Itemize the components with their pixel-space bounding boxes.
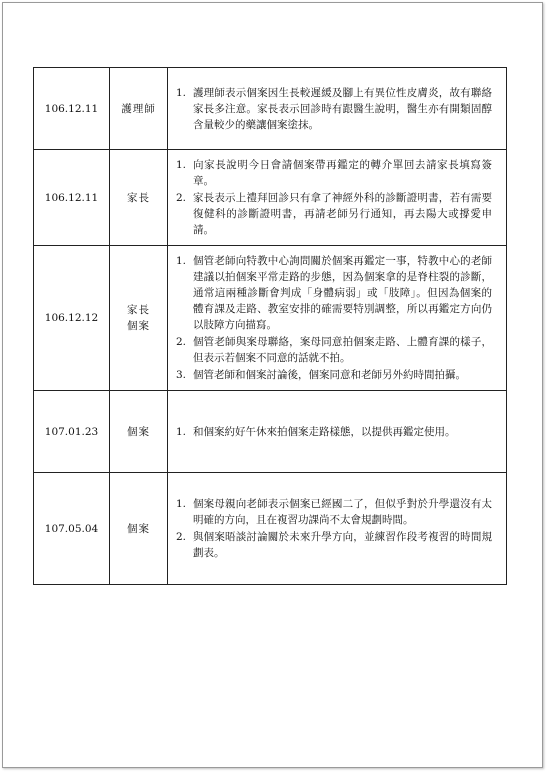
contact-person-label: 家長 <box>127 191 150 204</box>
content-cell <box>168 68 507 150</box>
list-item-number: 2. <box>176 336 187 348</box>
list-item-text: 與個案晤談討論關於未來升學方向，並練習作段考複習的時間規劃表。 <box>193 531 492 559</box>
list-item <box>176 496 492 528</box>
date-cell: 106.12.11 <box>34 68 110 150</box>
list-item-number: 1. <box>176 255 187 267</box>
list-item-number: 1. <box>176 86 187 99</box>
list-item-number: 2. <box>176 192 187 204</box>
list-item <box>176 367 492 383</box>
content-cell <box>168 150 507 246</box>
contact-person-label: 護理師 <box>121 102 156 115</box>
date-cell: 107.05.04 <box>34 473 110 585</box>
list-item <box>176 529 492 561</box>
contact-person-cell <box>110 473 168 585</box>
list-item-text: 個管老師向特教中心詢問關於個案再鑑定一事，特教中心的老師建議以拍個案平常走路的步態，因為個案拿的是脊柱裂的診斷，通常這兩種診斷會判成「身體病弱」或「肢障」。但因為個案的體育課及走路、教室安排的確需要特別調整，所以再鑑定方向仍以肢障方向描寫。 <box>193 255 492 331</box>
content-list <box>176 85 492 133</box>
contact-person-cell <box>110 391 168 473</box>
list-item-text: 個管老師與案母聯絡，案母同意拍個案走路、上體育課的樣子，但表示若個案不同意的話就不拍。 <box>193 336 492 364</box>
table-row <box>34 68 507 150</box>
list-item-text: 護理師表示個案因生長較遲緩及腳上有異位性皮膚炎，故有聯絡家長多注意。家長表示回診時有跟醫生說明，醫生亦有開類固醇含量較少的藥讓個案塗抹。 <box>193 86 492 131</box>
contact-person-cell <box>110 150 168 246</box>
list-item-text: 家長表示上禮拜回診只有拿了神經外科的診斷證明書，若有需要復健科的診斷證明書，再請老師另行通知，再去陽大或撐愛申請。 <box>193 192 492 236</box>
list-item-number: 2. <box>176 531 187 543</box>
contact-person-label: 個案 <box>127 522 150 535</box>
list-item-number: 1. <box>176 159 187 171</box>
list-item <box>176 334 492 366</box>
contact-person-cell <box>110 68 168 150</box>
content-cell <box>168 473 507 585</box>
list-item <box>176 424 492 440</box>
list-item <box>176 190 492 238</box>
date-cell: 106.12.12 <box>34 246 110 391</box>
table-row <box>34 246 507 391</box>
list-item-number: 1. <box>176 498 187 510</box>
date-cell: 107.01.23 <box>34 391 110 473</box>
list-item-number: 3. <box>176 369 187 381</box>
content-list <box>176 424 492 440</box>
list-item-text: 個案母親向老師表示個案已經國二了，但似乎對於升學還沒有太明確的方向，且在複習功課尚不太會規劃時間。 <box>193 498 492 526</box>
date-cell: 106.12.11 <box>34 150 110 246</box>
list-item-text: 和個案約好午休來拍個案走路樣態，以提供再鑑定使用。 <box>193 425 456 438</box>
table-row <box>34 150 507 246</box>
list-item <box>176 85 492 133</box>
table-row <box>34 391 507 473</box>
contact-log-table <box>33 67 507 585</box>
content-cell <box>168 391 507 473</box>
contact-person-label: 個案 <box>127 320 150 332</box>
list-item-text: 個管老師和個案討論後，個案同意和老師另外約時間拍攝。 <box>193 369 466 381</box>
contact-person-label: 家長 <box>127 304 150 316</box>
content-list <box>176 253 492 383</box>
list-item <box>176 253 492 333</box>
content-list <box>176 157 492 238</box>
list-item-text: 向家長說明今日會請個案帶再鑑定的轉介單回去請家長填寫簽章。 <box>193 159 492 187</box>
list-item <box>176 157 492 189</box>
contact-person-cell <box>110 246 168 391</box>
list-item-number: 1. <box>176 425 187 438</box>
contact-person-label: 個案 <box>127 425 150 438</box>
table-row <box>34 473 507 585</box>
content-cell <box>168 246 507 391</box>
content-list <box>176 496 492 561</box>
